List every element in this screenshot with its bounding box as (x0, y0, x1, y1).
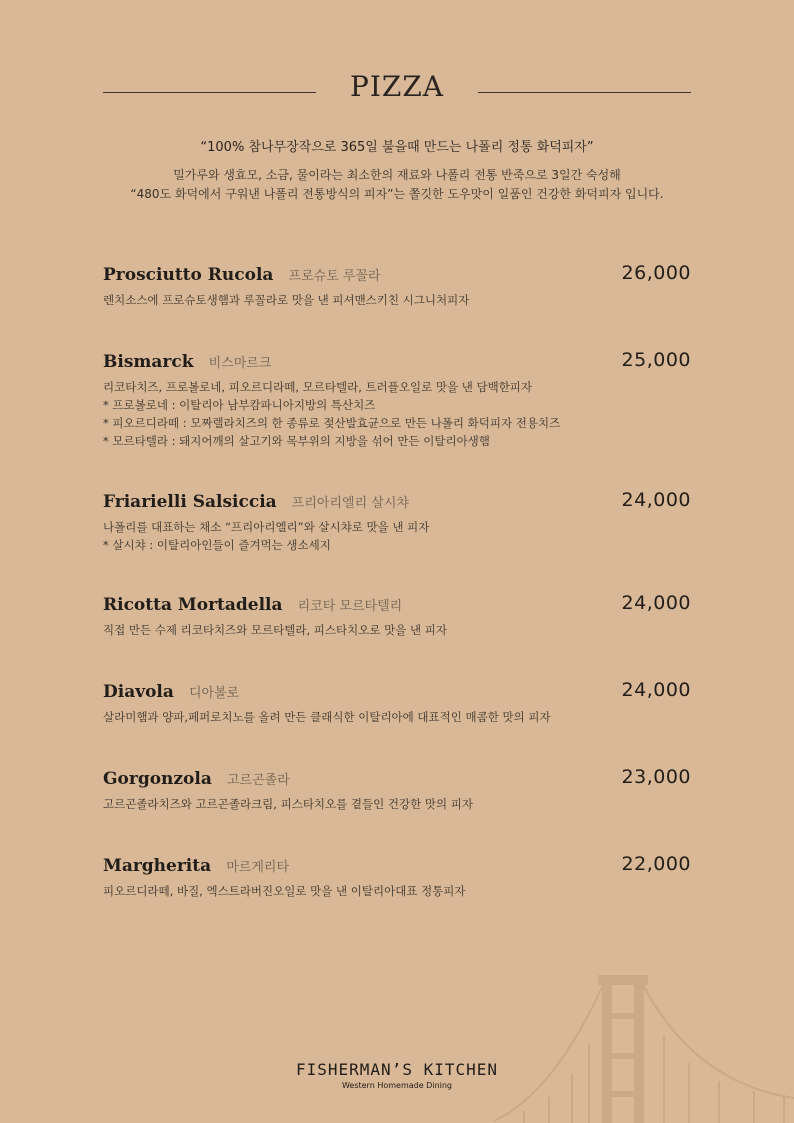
item-name: Bismarck (103, 352, 194, 372)
item-note: * 모르타텔라 : 돼지어깨의 살고기와 목부위의 지방을 섞어 만든 이탈리아생햄 (103, 434, 490, 448)
menu-item-gorgonzola (103, 766, 691, 813)
item-name: Prosciutto Rucola (103, 265, 274, 285)
menu-item-ricotta-mortadella (103, 592, 691, 639)
item-description: 살라미햄과 양파,페퍼로치노를 올려 만든 클래식한 이탈리아에 대표적인 매콤한 맛의 피자 (103, 710, 551, 724)
bridge-icon (494, 973, 794, 1123)
item-name: Margherita (103, 856, 212, 876)
item-price: 22,000 (621, 853, 691, 875)
brand-tagline: Western Homemade Dining (341, 1081, 453, 1090)
item-description: 직접 만든 수제 리코타치즈와 모르타텔라, 피스타치오로 맛을 낸 피자 (103, 623, 447, 637)
item-price: 24,000 (621, 592, 691, 614)
menu-item-prosciutto-rucola (103, 262, 691, 309)
item-price: 24,000 (621, 489, 691, 511)
item-note: * 피오르디라떼 : 모짜렐라치즈의 한 종류로 젖산발효균으로 만든 나폴리 화덕피자 전용치즈 (103, 416, 561, 430)
item-price: 25,000 (621, 349, 691, 371)
item-description: 리코타치즈, 프로볼로네, 피오르디라떼, 모르타텔라, 트러플오일로 맛을 낸 담백한피자 (103, 380, 533, 394)
menu-item-bismarck (103, 349, 691, 450)
item-korean-name: 고르곤졸라 (226, 773, 290, 788)
item-description: 피오르디라떼, 바질, 엑스트라버진오일로 맛을 낸 이탈리아대표 정통피자 (103, 884, 466, 898)
menu-item-margherita (103, 853, 691, 900)
intro-text (0, 166, 794, 204)
item-price: 24,000 (621, 679, 691, 701)
menu-item-friarielli-salsiccia (103, 489, 691, 554)
item-korean-name: 리코타 모르타텔리 (297, 599, 403, 614)
item-name: Friarielli Salsiccia (103, 492, 277, 512)
tagline: “100% 참나무장작으로 365일 불을때 만드는 나폴리 정통 화덕피자” (200, 140, 594, 155)
menu-item-diavola (103, 679, 691, 726)
item-korean-name: 마르게리타 (226, 860, 290, 875)
item-korean-name: 비스마르크 (208, 356, 272, 371)
item-name: Ricotta Mortadella (103, 595, 283, 615)
item-price: 26,000 (621, 262, 691, 284)
item-name: Diavola (103, 682, 174, 702)
item-description: 나폴리를 대표하는 채소 “프리아리엘리”와 살시챠로 맛을 낸 피자 (103, 520, 430, 534)
item-description: 렌치소스에 프로슈토생햄과 루꼴라로 맛을 낸 피셔맨스키친 시그니처피자 (103, 293, 470, 307)
item-description: 고르곤졸라치즈와 고르곤졸라크림, 피스타치오를 곁들인 건강한 맛의 피자 (103, 797, 473, 811)
item-note: * 살시챠 : 이탈리아인들이 즐겨먹는 생소세지 (103, 538, 331, 552)
intro-line: “480도 화덕에서 구워낸 나폴리 전통방식의 피자”는 쫄깃한 도우맛이 일품인 건강한 화덕피자 입니다. (130, 187, 664, 201)
item-korean-name: 디아볼로 (189, 686, 240, 701)
item-name: Gorgonzola (103, 769, 212, 789)
intro-line: 밀가루와 생효모, 소금, 물이라는 최소한의 재료와 나폴리 전통 반죽으로 3일간 숙성해 (173, 168, 621, 182)
page-title: PIZZA (349, 70, 445, 103)
item-note: * 프로볼로네 : 이탈리아 남부캄파니아지방의 특산치즈 (103, 398, 376, 412)
brand-logo: FISHERMAN’S KITCHEN (295, 1060, 499, 1079)
item-price: 23,000 (621, 766, 691, 788)
item-korean-name: 프로슈토 루꼴라 (288, 269, 381, 284)
item-korean-name: 프리아리엘리 살시챠 (291, 496, 409, 511)
